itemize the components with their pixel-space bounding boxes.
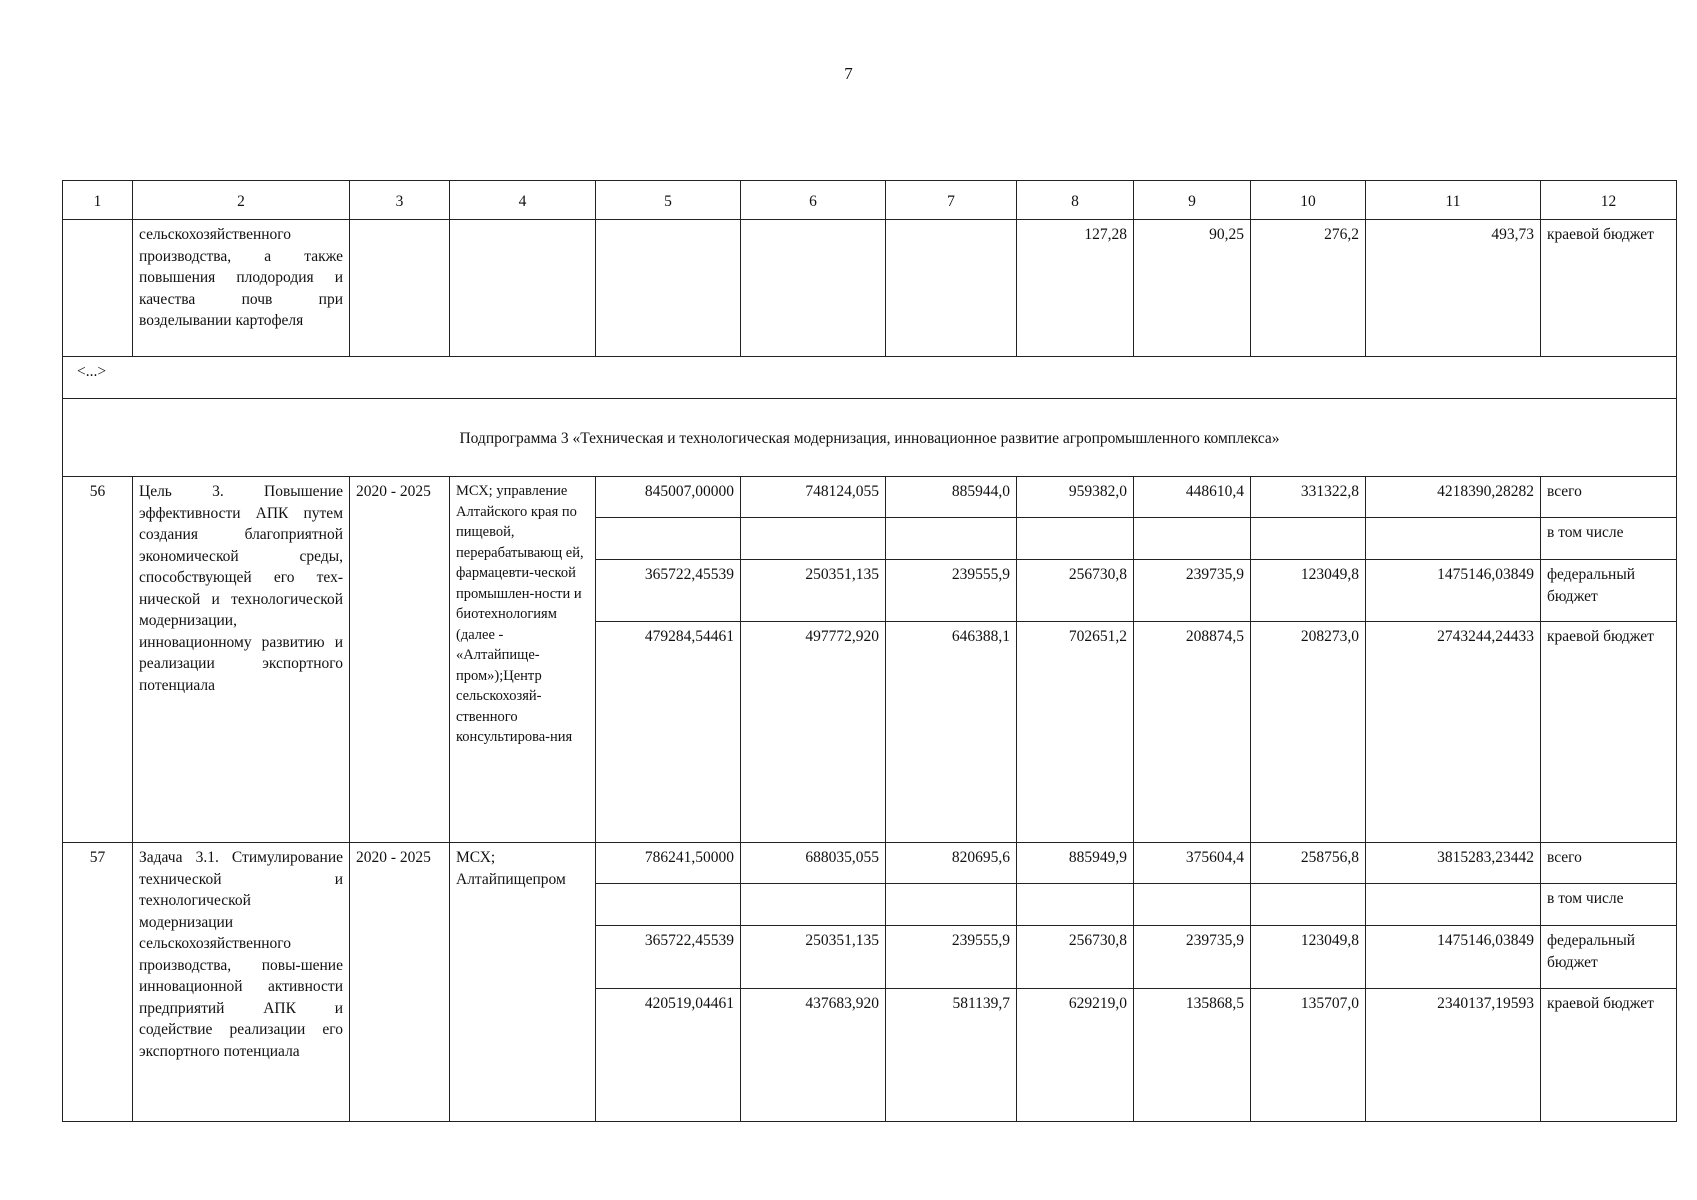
value-cell: 239555,9 [886, 926, 1017, 989]
value-cell: 748124,055 [741, 477, 886, 518]
value-cell: 331322,8 [1251, 477, 1366, 518]
value-cell: 493,73 [1366, 220, 1541, 357]
value-cell: 239735,9 [1134, 560, 1251, 622]
value-cell: 885944,0 [886, 477, 1017, 518]
value-cell [1366, 518, 1541, 560]
measure-name-cell: Цель 3. Повышение эффективности АПК путем создания благоприятной экономической среды, способствующей его тех-нической и технологической модернизации, инновационному развитию и реализации экспортного потенциала [133, 477, 350, 843]
period-cell [350, 220, 450, 357]
value-cell: 3815283,23442 [1366, 843, 1541, 884]
value-cell: 208874,5 [1134, 622, 1251, 843]
value-cell: 820695,6 [886, 843, 1017, 884]
value-cell [741, 220, 886, 357]
header-row [63, 181, 1677, 220]
value-cell [596, 220, 741, 357]
ellipsis-row [63, 357, 1677, 399]
subprogram-row [63, 399, 1677, 477]
funding-source-cell: краевой бюджет [1541, 622, 1677, 843]
header-cell: 3 [350, 181, 450, 220]
value-cell: 885949,9 [1017, 843, 1134, 884]
value-cell: 4218390,28282 [1366, 477, 1541, 518]
value-cell: 123049,8 [1251, 926, 1366, 989]
executor-cell: МСХ; управление Алтайского края по пищевой, перерабатывающ ей, фармацевти-ческой промышлен-ности и биотехнологиям (далее - «Алтайпище-пром»);Центр сельскохозяй-ственного консультирова-ния [450, 477, 596, 843]
value-cell: 437683,920 [741, 989, 886, 1122]
value-cell: 2743244,24433 [1366, 622, 1541, 843]
executor-cell: МСХ; Алтайпищепром [450, 843, 596, 1122]
value-cell: 448610,4 [1134, 477, 1251, 518]
value-cell: 375604,4 [1134, 843, 1251, 884]
funding-source-cell: всего [1541, 843, 1677, 884]
value-cell: 250351,135 [741, 560, 886, 622]
value-cell: 959382,0 [1017, 477, 1134, 518]
funding-source-cell: в том числе [1541, 518, 1677, 560]
value-cell [596, 884, 741, 926]
header-cell: 9 [1134, 181, 1251, 220]
value-cell: 276,2 [1251, 220, 1366, 357]
header-cell: 8 [1017, 181, 1134, 220]
value-cell: 479284,54461 [596, 622, 741, 843]
measure-name-cell: Задача 3.1. Стимулирование технической и технологической модернизации сельскохозяйственного производства, повы-шение инновационной активности предприятий АПК и содействие реализации его экспортного потенциала [133, 843, 350, 1122]
value-cell: 258756,8 [1251, 843, 1366, 884]
value-cell [741, 518, 886, 560]
program-table [62, 180, 1677, 1122]
value-cell: 845007,00000 [596, 477, 741, 518]
header-cell: 1 [63, 181, 133, 220]
value-cell: 208273,0 [1251, 622, 1366, 843]
row-number-cell: 57 [63, 843, 133, 1122]
executor-cell [450, 220, 596, 357]
value-cell: 127,28 [1017, 220, 1134, 357]
funding-source-cell: всего [1541, 477, 1677, 518]
value-cell [1251, 884, 1366, 926]
header-cell: 7 [886, 181, 1017, 220]
table-row [63, 477, 1677, 518]
value-cell: 365722,45539 [596, 560, 741, 622]
value-cell: 688035,055 [741, 843, 886, 884]
header-cell: 2 [133, 181, 350, 220]
measure-name-cell: сельскохозяйственного производства, а также повышения плодородия и качества почв при возделывании картофеля [133, 220, 350, 357]
value-cell: 256730,8 [1017, 560, 1134, 622]
value-cell: 786241,50000 [596, 843, 741, 884]
value-cell [1134, 884, 1251, 926]
ellipsis-cell: <...> [63, 357, 1677, 399]
value-cell: 90,25 [1134, 220, 1251, 357]
value-cell: 239735,9 [1134, 926, 1251, 989]
value-cell: 250351,135 [741, 926, 886, 989]
header-cell: 4 [450, 181, 596, 220]
value-cell [596, 518, 741, 560]
funding-source-cell: краевой бюджет [1541, 220, 1677, 357]
header-cell: 10 [1251, 181, 1366, 220]
header-cell: 11 [1366, 181, 1541, 220]
row-number-cell: 56 [63, 477, 133, 843]
value-cell: 2340137,19593 [1366, 989, 1541, 1122]
value-cell [886, 220, 1017, 357]
value-cell: 239555,9 [886, 560, 1017, 622]
value-cell: 629219,0 [1017, 989, 1134, 1122]
value-cell: 581139,7 [886, 989, 1017, 1122]
value-cell: 702651,2 [1017, 622, 1134, 843]
value-cell [1017, 884, 1134, 926]
value-cell: 1475146,03849 [1366, 926, 1541, 989]
value-cell [1366, 884, 1541, 926]
value-cell [886, 884, 1017, 926]
page-number: 7 [844, 64, 853, 83]
value-cell: 365722,45539 [596, 926, 741, 989]
value-cell [1017, 518, 1134, 560]
header-cell: 12 [1541, 181, 1677, 220]
continuation-row [63, 220, 1677, 357]
subprogram-title: Подпрограмма 3 «Техническая и технологическая модернизация, инновационное развитие агропромышленного комплекса» [63, 399, 1677, 477]
value-cell: 497772,920 [741, 622, 886, 843]
value-cell: 420519,04461 [596, 989, 741, 1122]
value-cell: 135868,5 [1134, 989, 1251, 1122]
funding-source-cell: федеральный бюджет [1541, 560, 1677, 622]
funding-source-cell: федеральный бюджет [1541, 926, 1677, 989]
funding-source-cell: в том числе [1541, 884, 1677, 926]
value-cell: 256730,8 [1017, 926, 1134, 989]
value-cell: 123049,8 [1251, 560, 1366, 622]
header-cell: 6 [741, 181, 886, 220]
value-cell: 135707,0 [1251, 989, 1366, 1122]
value-cell: 646388,1 [886, 622, 1017, 843]
funding-source-cell: краевой бюджет [1541, 989, 1677, 1122]
period-cell: 2020 - 2025 [350, 477, 450, 843]
value-cell [1134, 518, 1251, 560]
header-cell: 5 [596, 181, 741, 220]
value-cell [1251, 518, 1366, 560]
table-row [63, 843, 1677, 884]
value-cell: 1475146,03849 [1366, 560, 1541, 622]
value-cell [741, 884, 886, 926]
period-cell: 2020 - 2025 [350, 843, 450, 1122]
row-number-cell [63, 220, 133, 357]
value-cell [886, 518, 1017, 560]
